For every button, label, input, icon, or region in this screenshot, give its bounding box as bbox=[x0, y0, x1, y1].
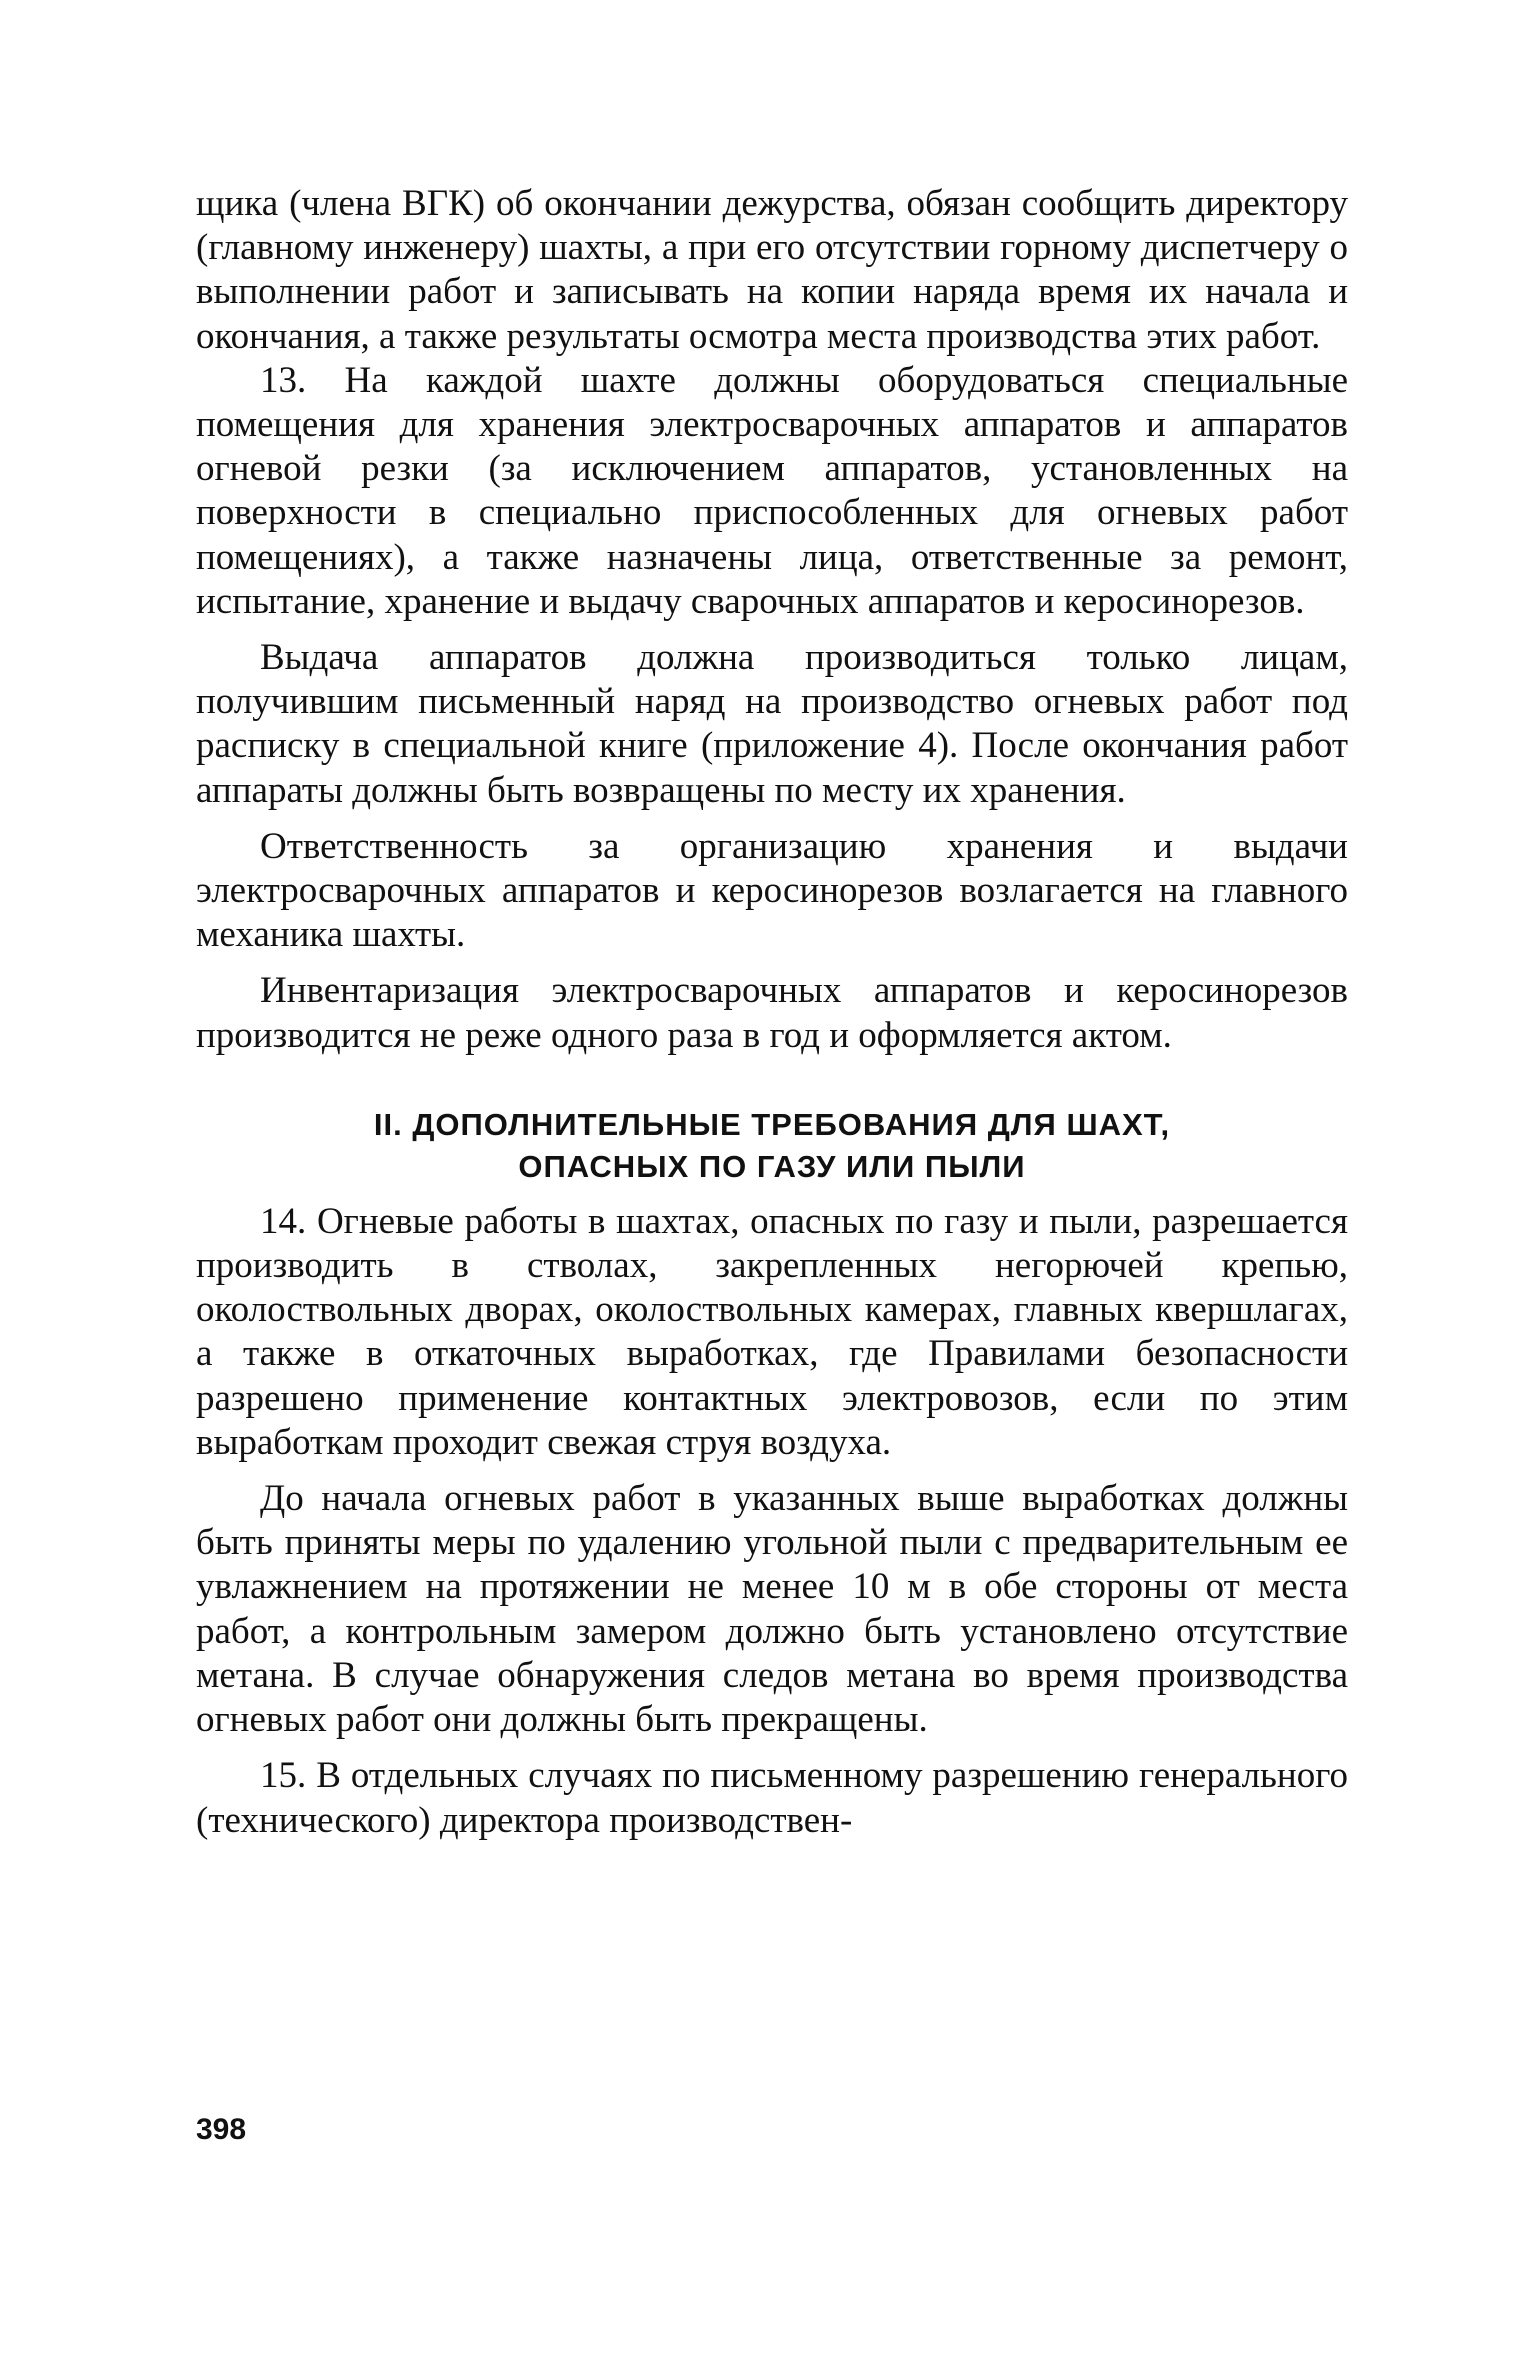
paragraph-inventory: Инвентаризация электросварочных аппаратов и керосинорезов производится не реже одного раза в год и оформляется актом. bbox=[196, 970, 1348, 1056]
section-heading-line-2: ОПАСНЫХ ПО ГАЗУ ИЛИ ПЫЛИ bbox=[518, 1148, 1026, 1184]
paragraph-responsibility: Ответственность за организацию хранения и выдачи электросварочных аппаратов и керосинорезов возлагается на главного механика шахты. bbox=[196, 825, 1348, 956]
section-heading-line-1: II. ДОПОЛНИТЕЛЬНЫЕ ТРЕБОВАНИЯ ДЛЯ ШАХТ, bbox=[373, 1106, 1171, 1142]
paragraph-preparation: До начала огневых работ в указанных выше выработках должны быть приняты меры по удалению угольной пыли с предварительным ее увлажнением на протяжении не менее 10 м в обе стороны от места работ, а контрольным замером должно быть установлено отсутствие метана. В случае обнаружения следов метана во время производства огневых работ они должны быть прекращены. bbox=[196, 1478, 1348, 1741]
body-text bbox=[196, 182, 1348, 1843]
paragraph-issuance: Выдача аппаратов должна производиться только лицам, получившим письменный наряд на производство огневых работ под расписку в специальной книге (приложение 4). После окончания работ аппараты должны быть возвращены по месту их хранения. bbox=[196, 637, 1348, 811]
paragraph-continued: щика (члена ВГК) об окончании дежурства, обязан сообщить директору (главному инженеру) шахты, а при его отсутствии горному диспетчеру о выполнении работ и записывать на копии наряда время их начала и окончания, а также результаты осмотра места производства этих работ. bbox=[196, 183, 1348, 357]
paragraph-item-13: 13. На каждой шахте должны оборудоваться специальные помещения для хранения электросварочных аппаратов и аппаратов огневой резки (за исключением аппаратов, установленных на поверхности в специально приспособленных для огневых работ помещениях), а также назначены лица, ответственные за ремонт, испытание, хранение и выдачу сварочных аппаратов и керосинорезов. bbox=[196, 359, 1348, 622]
paragraph-item-15: 15. В отдельных случаях по письменному разрешению генерального (технического) директора производствен- bbox=[196, 1755, 1348, 1841]
paragraph-item-14: 14. Огневые работы в шахтах, опасных по газу и пыли, разрешается производить в стволах, закрепленных негорючей крепью, околоствольных дворах, околоствольных камерах, главных квершлагах, а также в откаточных выработках, где Правилами безопасности разрешено применение контактных электровозов, если по этим выработкам проходит свежая струя воздуха. bbox=[196, 1200, 1348, 1463]
section-heading bbox=[196, 1104, 1348, 1188]
page-number: 398 bbox=[196, 2113, 247, 2146]
